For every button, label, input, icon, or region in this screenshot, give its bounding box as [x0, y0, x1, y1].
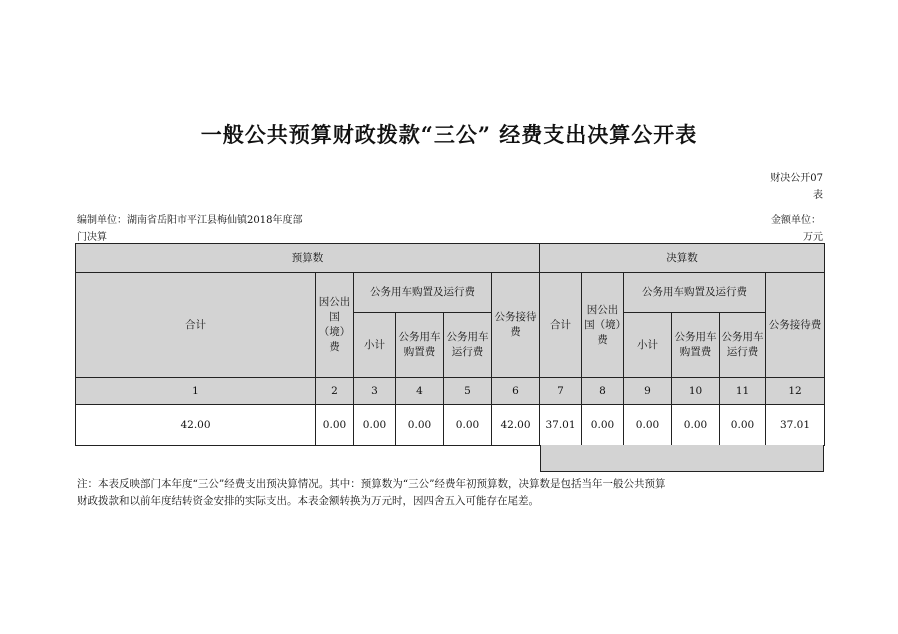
final-abroad-value: 0.00 [582, 405, 624, 446]
column-number: 10 [672, 378, 720, 405]
budget-reception-value: 42.00 [492, 405, 540, 446]
budget-reception-header: 公务接待费 [492, 273, 540, 378]
value-row [76, 405, 825, 446]
column-number: 7 [540, 378, 582, 405]
final-vehicle-operation-value: 0.00 [720, 405, 766, 446]
footnote-line-2: 财政拨款和以前年度结转资金安排的实际支出。本表金额转换为万元时，因四舍五入可能存在尾差。 [77, 495, 539, 507]
column-number: 3 [354, 378, 396, 405]
column-number: 2 [316, 378, 354, 405]
shaded-blank-row [540, 445, 824, 472]
final-reception-header: 公务接待费 [766, 273, 825, 378]
budget-vehicle-operation-value: 0.00 [444, 405, 492, 446]
final-vehicle-purchase-value: 0.00 [672, 405, 720, 446]
budget-total-header: 合计 [76, 273, 316, 378]
budget-vehicle-header: 公务用车购置及运行费 [354, 273, 492, 313]
compiling-unit-cont: 门决算 [77, 232, 107, 243]
final-reception-value: 37.01 [766, 405, 825, 446]
footnote-line-1: 注：本表反映部门本年度“三公”经费支出预决算情况。其中：预算数为“三公”经费年初预算数，决算数是包括当年一般公共预算 [77, 478, 666, 490]
budget-abroad-value: 0.00 [316, 405, 354, 446]
column-number-row [76, 378, 825, 405]
final-subtotal-header: 小计 [624, 313, 672, 378]
three-public-expenses-table [75, 243, 825, 446]
final-vehicle-purchase-header: 公务用车购置费 [672, 313, 720, 378]
column-number: 1 [76, 378, 316, 405]
column-number: 4 [396, 378, 444, 405]
budget-vehicle-purchase-value: 0.00 [396, 405, 444, 446]
budget-abroad-header: 因公出国（境）费 [316, 273, 354, 378]
column-number: 5 [444, 378, 492, 405]
column-number: 11 [720, 378, 766, 405]
final-vehicle-header: 公务用车购置及运行费 [624, 273, 766, 313]
final-vehicle-subtotal-value: 0.00 [624, 405, 672, 446]
budget-total-value: 42.00 [76, 405, 316, 446]
amount-unit-label: 金额单位： [771, 215, 821, 226]
budget-vehicle-purchase-header: 公务用车购置费 [396, 313, 444, 378]
compiling-unit: 编制单位：湖南省岳阳市平江县梅仙镇2018年度部 [77, 215, 303, 226]
final-header: 决算数 [540, 244, 825, 273]
budget-subtotal-header: 小计 [354, 313, 396, 378]
final-vehicle-operation-header: 公务用车运行费 [720, 313, 766, 378]
column-number: 8 [582, 378, 624, 405]
final-total-value: 37.01 [540, 405, 582, 446]
final-total-header: 合计 [540, 273, 582, 378]
form-code-suffix: 表 [813, 190, 823, 201]
amount-unit-value: 万元 [803, 232, 823, 243]
page-title: 一般公共预算财政拨款“三公” 经费支出决算公开表 [200, 122, 698, 147]
form-code: 财决公开07 [770, 173, 823, 184]
column-number: 12 [766, 378, 825, 405]
budget-header: 预算数 [76, 244, 540, 273]
budget-vehicle-operation-header: 公务用车运行费 [444, 313, 492, 378]
final-abroad-header: 因公出国（境）费 [582, 273, 624, 378]
budget-vehicle-subtotal-value: 0.00 [354, 405, 396, 446]
column-number: 9 [624, 378, 672, 405]
column-number: 6 [492, 378, 540, 405]
footnote [77, 476, 837, 510]
